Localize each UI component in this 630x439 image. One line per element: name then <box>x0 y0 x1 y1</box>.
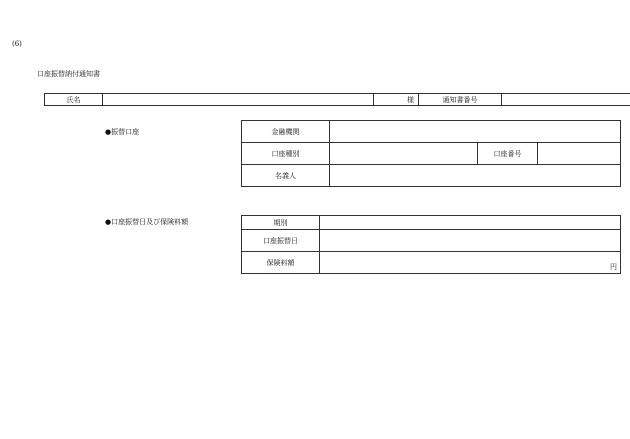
holder-name-label: 名義人 <box>242 165 330 187</box>
premium-label: 保険料額 <box>242 252 320 274</box>
premium-cell <box>320 252 621 274</box>
transfer-schedule-table <box>241 215 621 274</box>
financial-institution-value <box>330 121 621 143</box>
account-type-value <box>330 143 478 165</box>
section-number: (6) <box>12 40 22 48</box>
period-label: 期別 <box>242 216 320 230</box>
name-value <box>103 94 374 106</box>
transfer-account-heading: ●振替口座 <box>105 128 140 136</box>
holder-name-value <box>330 165 621 187</box>
transfer-schedule-heading: ●口座振替日及び保険料額 <box>105 218 189 226</box>
notice-number-label: 通知書番号 <box>419 94 502 106</box>
account-number-label: 口座番号 <box>478 143 538 165</box>
transfer-account-table <box>241 120 621 187</box>
account-type-label: 口座種別 <box>242 143 330 165</box>
document-title: 口座振替納付通知書 <box>37 70 100 78</box>
name-label: 氏名 <box>45 94 103 106</box>
honorific-label: 様 <box>374 94 419 106</box>
transfer-date-value <box>320 230 621 252</box>
period-value <box>320 216 621 230</box>
currency-unit: 円 <box>610 263 617 271</box>
notice-number-value <box>502 94 630 106</box>
header-table <box>44 93 630 106</box>
financial-institution-label: 金融機関 <box>242 121 330 143</box>
account-number-value <box>538 143 621 165</box>
transfer-date-label: 口座振替日 <box>242 230 320 252</box>
